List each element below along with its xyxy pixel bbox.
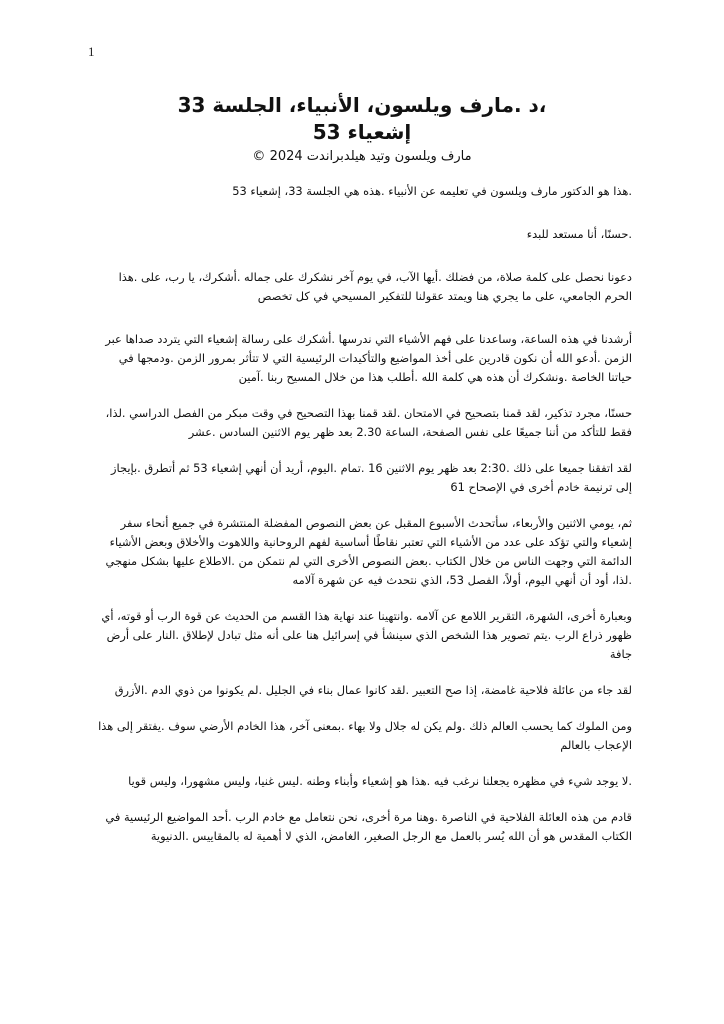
page-number: 1 [88,44,95,59]
title-line-2: إشعياء 53 [312,120,412,144]
paragraph-schedule: لقد اتفقنا جميعا على ذلك .2:30 بعد ظهر يوم الاثنين 16 .تمام .اليوم، أريد أن أنهي إشعياء 53 ثم أتطرق .بإيجاز إلى ترنيمة خادم أخرى في الإصحاح 61 [111,461,632,494]
paragraph-prayer-2: أرشدنا في هذه الساعة، وساعدنا على فهم الأشياء التي ندرسها .أشكرك على رسالة إشعياء التي يتردد صداها عبر الزمن .أدعو الله أن نكون قادرين على أخذ المواضيع والتأكيدات الرئيسية التي لا تتأثر بمرور الزمن .ودمجها في حياتنا الخاصة .ونشكرك أن هذه هي كلمة الله .أطلب هذا من خلال المسيح ربنا .آمين [105,332,632,384]
paragraph-fame: وبعبارة أخرى، الشهرة، التقرير اللامع عن آلامه .وانتهينا عند نهاية هذا القسم من الحديث عن قوة الرب أو قوته، أي ظهور ذراع الرب .يتم تصوير هذا الشخص الذي سينشأ في إسرائيل هنا على أنه مثل تبادل لإطلاق .النار على أرض جافة [101,609,632,661]
paragraph-nazareth: قادم من هذه العائلة الفلاحية في الناصرة .وهنا مرة أخرى، نحن نتعامل مع خادم الرب .أحد المواضيع الرئيسية في الكتاب المقدس هو أن الله يُسر بالعمل مع الرجل الصغير، الغامض، الذي لا أهمية له بالمقاييس .الدنيوية [105,810,632,843]
paragraph-ready: .حسنًا، أنا مستعد للبدء [526,227,632,241]
document-title [0,92,724,146]
paragraph-prayer-1: دعونا نحصل على كلمة صلاة، من فضلك .أيها الآب، في يوم آخر نشكرك على جماله .أشكرك، يا رب، على .هذا الحرم الجامعي، على ما يجري هنا ويمتد عقولنا للتفكير المسيحي في كل تخصص [118,270,632,303]
paragraph-family: لقد جاء من عائلة فلاحية غامضة، إذا صح التعبير .لقد كانوا عمال بناء في الجليل .لم يكونوا من ذوي الدم .الأزرق [114,683,632,697]
paragraph-appearance: .لا يوجد شيء في مظهره يجعلنا نرغب فيه .هذا هو إشعياء وأبناء وطنه .ليس غنيا، وليس مشهورا، وليس قويا [128,774,632,788]
document-body [92,182,632,863]
paragraph-exam-reminder: حسنًا، مجرد تذكير، لقد قمنا بتصحيح في الامتحان .لقد قمنا بهذا التصحيح في وقت مبكر من الفصل الدراسي .لذا، فقط للتأكد من أننا جميعًا على نفس الصفحة، الساعة 2.30 بعد ظهر يوم الاثنين السادس .عشر [105,406,632,439]
copyright-line: مارف ويلسون وتيد هيلدبراندت 2024 © [252,149,472,164]
title-line-1: ،د .مارف ويلسون، الأنبياء، الجلسة 33 [177,93,547,117]
paragraph-intro: .هذا هو الدكتور مارف ويلسون في تعليمه عن الأنبياء .هذه هي الجلسة 33، إشعياء 53 [232,184,632,198]
document-header [0,92,724,166]
paragraph-next-week: ثم، يومي الاثنين والأربعاء، سأتحدث الأسبوع المقبل عن بعض النصوص المفضلة المنتشرة في جميع أنحاء سفر إشعياء والتي تؤكد على عدد من الأشياء التي تعتبر نقاطًا أساسية لفهم الروحانية واللاهوت والأخلاق وبعض الأشياء الدائمة التي وجهت الناس من خلال الكتاب .بعض النصوص الأخرى التي لم نتمكن من .الاطلاع عليها بشكل منهجي .لذا، أود أن أنهي اليوم، أولاً، الفصل 53، الذي نتحدث فيه عن شهرة آلامه [105,516,632,587]
paragraph-kings: ومن الملوك كما يحسب العالم ذلك .ولم يكن له جلال ولا بهاء .بمعنى آخر، هذا الخادم الأرضي سوف .يفتقر إلى هذا الإعجاب بالعالم [98,719,632,752]
